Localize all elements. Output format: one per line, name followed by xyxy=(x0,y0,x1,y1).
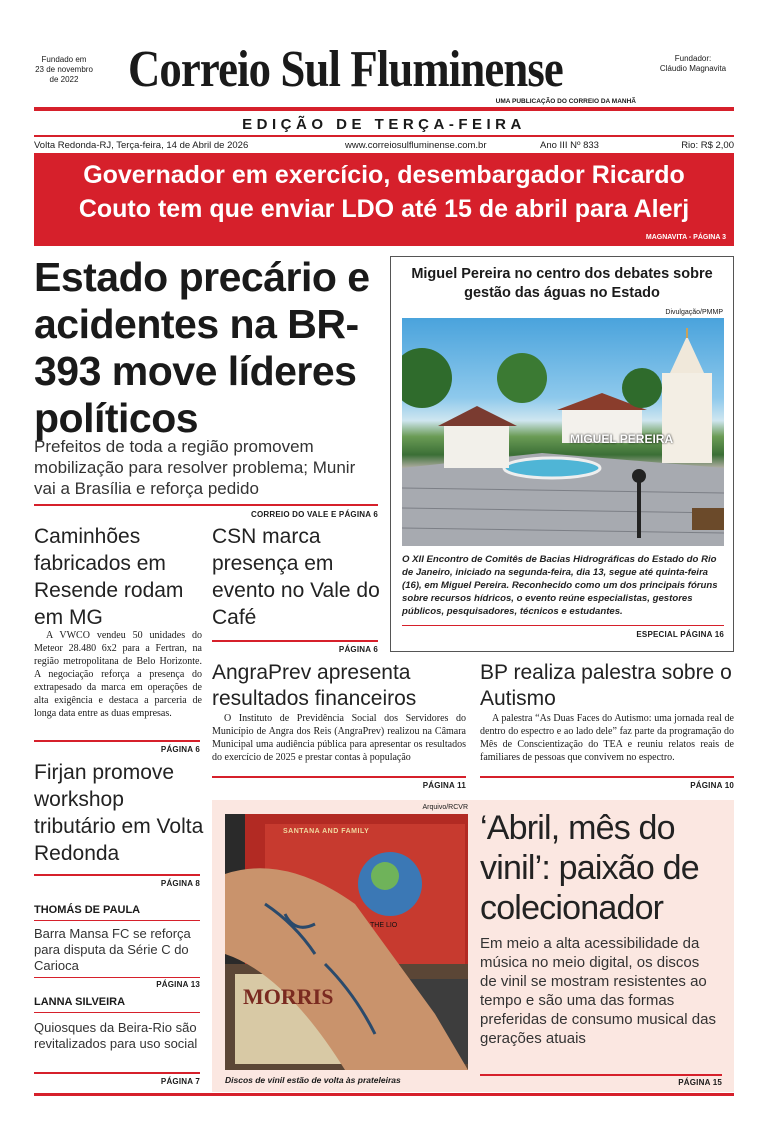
page-bottom-rule xyxy=(34,1093,734,1096)
vinyl-illustration xyxy=(225,814,468,1070)
album-text: SANTANA AND FAMILY xyxy=(283,828,370,835)
vinyl-feature[interactable] xyxy=(212,800,734,1092)
price: Rio: R$ 2,00 xyxy=(681,140,734,151)
angraprev-body: O Instituto de Previdência Social dos Servidores do Município de Angra dos Reis (AngraPrev) realizou na Câmara Municipal uma audiência pública para apresentar os resultados do exercício de 2025 e prestar contas à população xyxy=(212,713,466,763)
vinyl-credit: Arquivo/RCVR xyxy=(422,804,468,811)
bp-headline[interactable]: BP realiza palestra sobre o Autismo xyxy=(480,661,732,710)
trucks-headline[interactable]: Caminhões fabricados em Resende rodam em MG xyxy=(34,525,184,629)
dateline: Volta Redonda-RJ, Terça-feira, 14 de Abril de 2026 xyxy=(34,140,249,151)
bp-rule xyxy=(480,776,734,778)
vinyl-headline: ‘Abril, mês do vinil’: paixão de colecionador xyxy=(480,809,699,927)
bp-ref: PÁGINA 10 xyxy=(690,781,734,790)
column2-rule xyxy=(34,1072,200,1074)
vinyl-subhead: Em meio a alta acessibilidade da música no meio digital, os discos de vinil se mostram resistentes ao tempo e são uma das formas preferidas de consumo musical das gerações atuais xyxy=(480,935,716,1047)
csn-headline[interactable]: CSN marca presença em evento no Vale do Café xyxy=(212,525,380,629)
lead-headline[interactable]: Estado precário e acidentes na BR-393 move líderes políticos xyxy=(34,254,370,441)
csn-ref: PÁGINA 6 xyxy=(338,645,378,654)
founder-note: Fundador: Cláudio Magnavita xyxy=(659,54,727,73)
csn-rule xyxy=(212,640,378,642)
banner-headline: Governador em exercício, desembargador Ricardo Couto tem que enviar LDO até 15 de abril para Alerj xyxy=(78,161,690,223)
tagline: UMA PUBLICAÇÃO DO CORREIO DA MANHÃ xyxy=(495,98,636,105)
trucks-rule xyxy=(34,740,200,742)
column1-ref: PÁGINA 13 xyxy=(156,980,200,989)
feature-credit: Divulgação/PMMP xyxy=(665,309,723,316)
banner-ref: MAGNAVITA - PÁGINA 3 xyxy=(645,234,726,241)
angraprev-ref: PÁGINA 11 xyxy=(422,781,466,790)
feature-caption: O XII Encontro de Comitês de Bacias Hidrográficas do Estado do Rio de Janeiro, iniciado na segunda-feira, dia 13, segue até quinta-feira (16), em Miguel Pereira. Reconhecido como um dos principais fóruns sobre recursos hídricos, o evento reúne especialistas, gestores públicos, pesquisadores, técnicos e estudantes. xyxy=(402,554,718,617)
issue-number: Ano III Nº 833 xyxy=(540,140,599,151)
edition-rule xyxy=(34,135,734,137)
column2-ref: PÁGINA 7 xyxy=(160,1077,200,1086)
sign-text: MIGUEL PEREIRA xyxy=(570,432,674,446)
masthead-rule xyxy=(34,107,734,111)
feature-box[interactable] xyxy=(390,256,734,652)
bp-body: A palestra “As Duas Faces do Autismo: uma jornada real de dentro do espectro e ao lado dele” faz parte da programação do Mês de Conscientização do TEA e reuniu relatos reais de familiares de pessoas que convivem no espectro. xyxy=(480,713,734,763)
record-label-text: MORRIS xyxy=(243,984,334,1009)
trucks-ref: PÁGINA 6 xyxy=(160,745,200,754)
lead-rule xyxy=(34,504,378,506)
lead-ref: CORREIO DO VALE E PÁGINA 6 xyxy=(251,510,378,519)
firjan-headline[interactable]: Firjan promove workshop tributário em Volta Redonda xyxy=(34,761,204,865)
angraprev-headline[interactable]: AngraPrev apresenta resultados financeiros xyxy=(212,661,417,710)
column1-text[interactable]: Barra Mansa FC se reforça para disputa da Série C do Carioca xyxy=(34,926,191,973)
column2-author-rule xyxy=(34,1012,200,1013)
feature-photo[interactable] xyxy=(402,318,724,546)
lead-subhead: Prefeitos de toda a região promovem mobilização para resolver problema; Munir vai a Brasília e reforça pedido xyxy=(34,437,356,498)
vinyl-photo[interactable] xyxy=(225,814,468,1070)
masthead-title[interactable]: Correio Sul Fluminense xyxy=(128,41,563,98)
column1-author: THOMÁS DE PAULA xyxy=(34,904,141,916)
angraprev-rule xyxy=(212,776,466,778)
square-illustration xyxy=(402,318,724,546)
firjan-ref: PÁGINA 8 xyxy=(160,879,200,888)
feature-rule xyxy=(402,625,724,626)
edition-label: EDIÇÃO DE TERÇA-FEIRA xyxy=(242,116,526,133)
banner[interactable] xyxy=(34,153,734,246)
feature-ref: ESPECIAL PÁGINA 16 xyxy=(636,630,724,639)
vinyl-caption: Discos de vinil estão de volta às prateleiras xyxy=(225,1075,401,1085)
column1-rule xyxy=(34,977,200,978)
inner-label: THE LIO xyxy=(370,922,398,929)
column2-author: LANNA SILVEIRA xyxy=(34,996,126,1008)
vinyl-ref: PÁGINA 15 xyxy=(678,1078,722,1087)
website-link[interactable]: www.correiosulfluminense.com.br xyxy=(345,140,487,151)
vinyl-rule xyxy=(480,1074,722,1076)
trucks-body: A VWCO vendeu 50 unidades do Meteor 28.480 6x2 para a Fertran, na região metropolitana de Belo Horizonte. A negociação reforça a presença do extrapesado da marca em operações de alta exigência e destaca a parceria de longa data entre as duas empresas. xyxy=(34,630,202,719)
founded-note: Fundado em 23 de novembro de 2022 xyxy=(35,55,93,84)
column2-text[interactable]: Quiosques da Beira-Rio são revitalizados para uso social xyxy=(34,1020,198,1051)
column1-author-rule xyxy=(34,920,200,921)
firjan-rule xyxy=(34,874,200,876)
feature-headline: Miguel Pereira no centro dos debates sobre gestão das águas no Estado xyxy=(411,266,713,301)
